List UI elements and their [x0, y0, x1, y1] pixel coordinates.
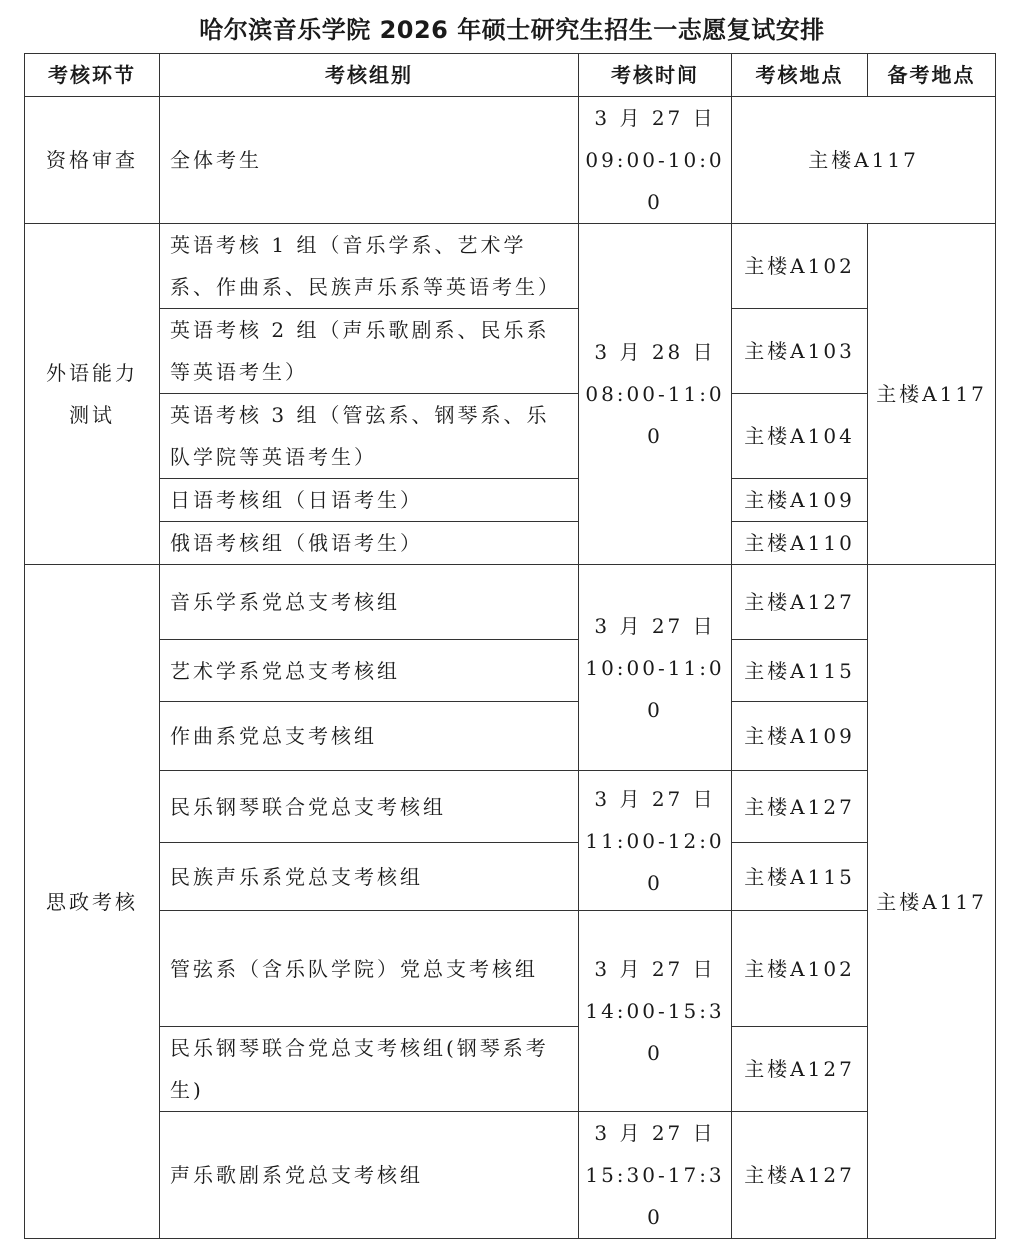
group-cell: 全体考生 [160, 97, 579, 224]
time-cell [579, 224, 732, 565]
time-date: 3 月 28 日 [594, 340, 716, 364]
time-cell [579, 1112, 732, 1239]
location-cell: 主楼A115 [732, 843, 868, 911]
time-date: 3 月 27 日 [594, 613, 716, 638]
location-cell: 主楼A102 [732, 224, 868, 309]
time-date: 3 月 27 日 [594, 957, 716, 981]
backup-cell: 主楼A117 [868, 224, 996, 565]
location-cell: 主楼A127 [732, 1112, 868, 1239]
backup-cell: 主楼A117 [868, 565, 996, 1239]
group-cell: 民乐钢琴联合党总支考核组(钢琴系考生) [160, 1027, 579, 1112]
location-cell: 主楼A115 [732, 640, 868, 702]
table-row [25, 479, 996, 522]
schedule-table [24, 53, 996, 1239]
time-date: 3 月 27 日 [594, 106, 716, 130]
stage-line: 外语能力 [46, 361, 138, 385]
time-hours: 15:30-17:30 [585, 1163, 725, 1229]
time-hours: 09:00-10:00 [585, 148, 725, 214]
table-row [25, 224, 996, 309]
location-cell: 主楼A109 [732, 702, 868, 771]
group-cell: 声乐歌剧系党总支考核组 [160, 1112, 579, 1239]
table-row [25, 911, 996, 1027]
group-cell: 艺术学系党总支考核组 [160, 640, 579, 702]
location-cell: 主楼A127 [732, 565, 868, 640]
group-cell: 音乐学系党总支考核组 [160, 565, 579, 640]
time-hours: 14:00-15:30 [585, 999, 725, 1065]
stage-cell: 思政考核 [25, 565, 160, 1239]
table-row [25, 1112, 996, 1239]
stage-cell [25, 224, 160, 565]
table-row [25, 1027, 996, 1112]
header-backup: 备考地点 [868, 54, 996, 97]
time-cell [579, 911, 732, 1112]
time-hours: 10:00-11:00 [585, 655, 725, 722]
location-cell: 主楼A102 [732, 911, 868, 1027]
group-cell: 作曲系党总支考核组 [160, 702, 579, 771]
location-cell: 主楼A117 [732, 97, 996, 224]
location-cell: 主楼A103 [732, 309, 868, 394]
header-time: 考核时间 [579, 54, 732, 97]
table-row [25, 309, 996, 394]
group-cell: 英语考核 1 组（音乐学系、艺术学系、作曲系、民族声乐系等英语考生） [160, 224, 579, 309]
time-hours: 08:00-11:00 [585, 382, 725, 448]
group-cell: 日语考核组（日语考生） [160, 479, 579, 522]
group-cell: 民乐钢琴联合党总支考核组 [160, 771, 579, 843]
header-location: 考核地点 [732, 54, 868, 97]
stage-line: 测试 [69, 403, 115, 427]
time-date: 3 月 27 日 [594, 1121, 716, 1145]
header-stage: 考核环节 [25, 54, 160, 97]
table-row [25, 565, 996, 640]
table-header-row [25, 54, 996, 97]
time-cell [579, 771, 732, 911]
location-cell: 主楼A109 [732, 479, 868, 522]
group-cell: 英语考核 2 组（声乐歌剧系、民乐系等英语考生） [160, 309, 579, 394]
stage-cell: 资格审查 [25, 97, 160, 224]
group-cell: 管弦系（含乐队学院）党总支考核组 [160, 911, 579, 1027]
table-row [25, 843, 996, 911]
table-row [25, 702, 996, 771]
time-cell [579, 565, 732, 771]
group-cell: 英语考核 3 组（管弦系、钢琴系、乐队学院等英语考生） [160, 394, 579, 479]
page-title: 哈尔滨音乐学院 2026 年硕士研究生招生一志愿复试安排 [199, 16, 825, 44]
time-cell [579, 97, 732, 224]
group-cell: 俄语考核组（俄语考生） [160, 522, 579, 565]
header-group: 考核组别 [160, 54, 579, 97]
time-date: 3 月 27 日 [594, 786, 716, 811]
location-cell: 主楼A104 [732, 394, 868, 479]
table-row [25, 394, 996, 479]
table-row [25, 640, 996, 702]
table-row [25, 522, 996, 565]
table-row [25, 97, 996, 224]
group-cell: 民族声乐系党总支考核组 [160, 843, 579, 911]
time-hours: 11:00-12:00 [585, 828, 725, 895]
location-cell: 主楼A127 [732, 1027, 868, 1112]
location-cell: 主楼A110 [732, 522, 868, 565]
table-row [25, 771, 996, 843]
location-cell: 主楼A127 [732, 771, 868, 843]
